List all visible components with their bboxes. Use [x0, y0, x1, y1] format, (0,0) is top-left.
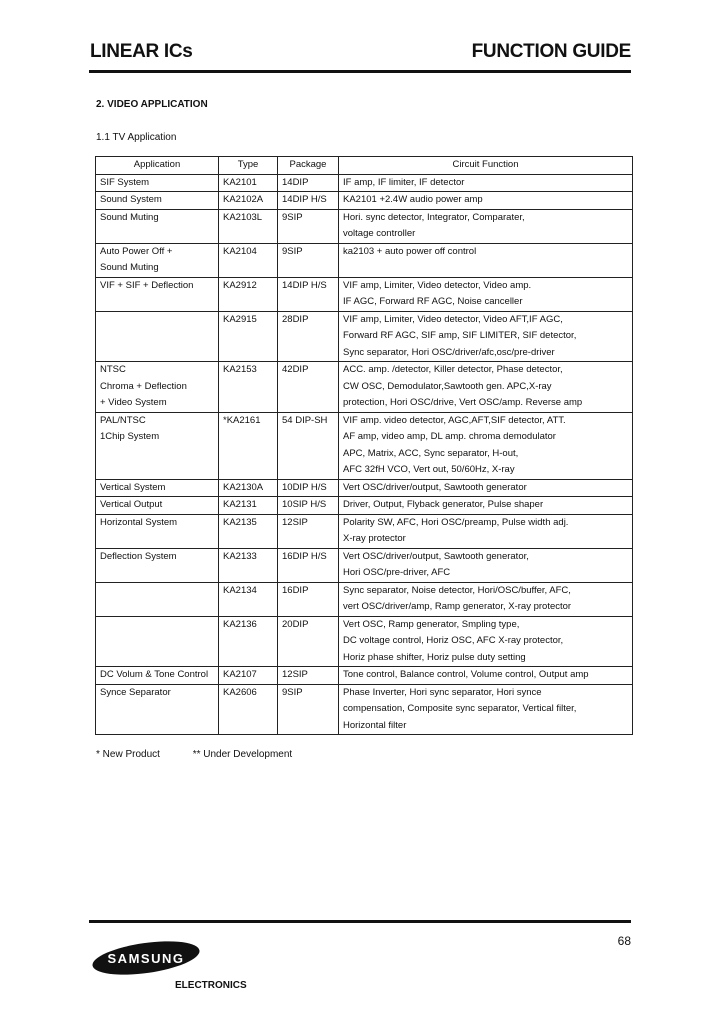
table-row: [96, 514, 633, 548]
cell-circuit-function-line: VIF amp. video detector, AGC,AFT,SIF detector, ATT.: [343, 414, 566, 426]
cell-circuit-function-line: Hori. sync detector, Integrator, Comparater,: [343, 211, 525, 223]
cell-circuit-function-line: Vert OSC/driver/output, Sawtooth generator,: [343, 550, 529, 562]
footer-rule: [89, 920, 631, 923]
cell-circuit-function-line: Polarity SW, AFC, Hori OSC/preamp, Pulse width adj.: [343, 516, 569, 528]
cell-application-line: Vertical System: [100, 481, 166, 493]
column-header-circuit-function: Circuit Function: [339, 157, 633, 175]
cell-application: [96, 412, 219, 479]
cell-circuit-function-line: VIF amp, Limiter, Video detector, Video AFT,IF AGC,: [343, 313, 563, 325]
cell-circuit-function: [339, 209, 633, 243]
cell-type: KA2915: [219, 311, 278, 362]
cell-circuit-function: [339, 412, 633, 479]
cell-circuit-function-line: Phase Inverter, Hori sync separator, Hori synce: [343, 686, 542, 698]
footnotes: [96, 749, 322, 760]
cell-type: KA2133: [219, 548, 278, 582]
cell-application-line: Sound Muting: [100, 211, 159, 223]
cell-circuit-function-line: Hori OSC/pre-driver, AFC: [343, 567, 451, 578]
cell-application: [96, 582, 219, 616]
cell-package: 10DIP H/S: [278, 479, 339, 497]
logo-brand-text: SAMSUNG: [107, 951, 185, 966]
cell-package: 14DIP H/S: [278, 277, 339, 311]
cell-circuit-function: [339, 514, 633, 548]
cell-type: KA2134: [219, 582, 278, 616]
note-under-development: ** Under Development: [192, 749, 293, 760]
table-row: [96, 362, 633, 413]
cell-package: 28DIP: [278, 311, 339, 362]
cell-circuit-function: [339, 174, 633, 192]
table-row: [96, 311, 633, 362]
cell-package: 42DIP: [278, 362, 339, 413]
table-row: [96, 667, 633, 685]
cell-circuit-function-line: Vert OSC, Ramp generator, Smpling type,: [343, 618, 520, 630]
cell-application: [96, 277, 219, 311]
cell-application-line: Horizontal System: [100, 516, 178, 528]
header-right-title: FUNCTION GUIDE: [471, 41, 631, 62]
cell-circuit-function-line: voltage controller: [343, 228, 416, 239]
page-number: 68: [617, 934, 631, 948]
cell-application: [96, 684, 219, 735]
cell-type: KA2130A: [219, 479, 278, 497]
cell-package: 54 DIP-SH: [278, 412, 339, 479]
cell-circuit-function-line: Sync separator, Noise detector, Hori/OSC/buffer, AFC,: [343, 584, 571, 596]
table-row: [96, 243, 633, 277]
cell-circuit-function-line: Forward RF AGC, SIF amp, SIF LIMITER, SIF detector,: [343, 330, 577, 341]
column-header-type: Type: [219, 157, 278, 175]
cell-application-line: SIF System: [100, 176, 150, 188]
cell-application: [96, 311, 219, 362]
cell-circuit-function-line: IF amp, IF limiter, IF detector: [343, 176, 465, 188]
function-guide-table: [95, 156, 633, 735]
cell-circuit-function-line: X-ray protector: [343, 533, 406, 544]
cell-type: KA2101: [219, 174, 278, 192]
header-rule: [89, 70, 631, 73]
cell-circuit-function: [339, 616, 633, 667]
cell-type: KA2102A: [219, 192, 278, 210]
cell-circuit-function-line: AF amp, video amp, DL amp. chroma demodulator: [343, 431, 556, 442]
table-row: [96, 174, 633, 192]
table-row: [96, 192, 633, 210]
cell-application-line: NTSC: [100, 364, 126, 375]
cell-application: [96, 497, 219, 515]
cell-circuit-function-line: Sync separator, Hori OSC/driver/afc,osc/pre-driver: [343, 346, 555, 358]
note-new-product: * New Product: [96, 749, 160, 760]
cell-application-line: VIF + SIF + Deflection: [100, 279, 194, 291]
cell-type: KA2103L: [219, 209, 278, 243]
table-row: [96, 684, 633, 735]
cell-application: [96, 514, 219, 548]
cell-type: KA2131: [219, 497, 278, 515]
cell-circuit-function-line: Horizontal filter: [343, 719, 407, 731]
section-title: 2. VIDEO APPLICATION: [96, 99, 208, 110]
cell-circuit-function: [339, 582, 633, 616]
cell-circuit-function: [339, 479, 633, 497]
cell-circuit-function: [339, 243, 633, 277]
cell-circuit-function-line: ka2103 + auto power off control: [343, 245, 477, 257]
cell-application-line: Sound Muting: [100, 262, 159, 273]
cell-application: [96, 479, 219, 497]
cell-application: [96, 174, 219, 192]
cell-application-line: Auto Power Off +: [100, 245, 173, 257]
cell-package: 16DIP H/S: [278, 548, 339, 582]
cell-application-line: Deflection System: [100, 550, 177, 562]
cell-circuit-function-line: KA2101 +2.4W audio power amp: [343, 194, 483, 205]
cell-application-line: 1Chip System: [100, 431, 160, 442]
cell-type: KA2912: [219, 277, 278, 311]
table-row: [96, 277, 633, 311]
cell-circuit-function: [339, 362, 633, 413]
cell-type: KA2153: [219, 362, 278, 413]
cell-package: 14DIP H/S: [278, 192, 339, 210]
cell-application-line: Chroma + Deflection: [100, 380, 187, 392]
cell-type: KA2107: [219, 667, 278, 685]
cell-circuit-function-line: Vert OSC/driver/output, Sawtooth generator: [343, 481, 527, 493]
cell-circuit-function: [339, 192, 633, 210]
cell-application-line: Vertical Output: [100, 499, 163, 510]
cell-package: 20DIP: [278, 616, 339, 667]
cell-package: 9SIP: [278, 209, 339, 243]
cell-circuit-function-line: Tone control, Balance control, Volume control, Output amp: [343, 669, 589, 680]
cell-application: [96, 616, 219, 667]
cell-circuit-function: [339, 667, 633, 685]
cell-type: KA2606: [219, 684, 278, 735]
cell-type: KA2104: [219, 243, 278, 277]
cell-circuit-function: [339, 311, 633, 362]
table-row: [96, 412, 633, 479]
samsung-logo: [91, 940, 201, 976]
header-left-title: LINEAR ICs: [90, 41, 193, 62]
cell-circuit-function-line: ACC. amp. /detector, Killer detector, Phase detector,: [343, 364, 563, 375]
cell-circuit-function-line: AFC 32fH VCO, Vert out, 50/60Hz, X-ray: [343, 464, 515, 475]
column-header-package: Package: [278, 157, 339, 175]
cell-package: 12SIP: [278, 514, 339, 548]
cell-application: [96, 362, 219, 413]
table-row: [96, 497, 633, 515]
table-row: [96, 479, 633, 497]
cell-application-line: + Video System: [100, 397, 167, 408]
cell-package: 16DIP: [278, 582, 339, 616]
cell-type: KA2135: [219, 514, 278, 548]
cell-package: 14DIP: [278, 174, 339, 192]
table-header-row: [96, 157, 633, 175]
table-row: [96, 209, 633, 243]
cell-circuit-function-line: vert OSC/driver/amp, Ramp generator, X-ray protector: [343, 601, 572, 612]
cell-circuit-function-line: protection, Hori OSC/drive, Vert OSC/amp. Reverse amp: [343, 397, 583, 408]
cell-application: [96, 548, 219, 582]
cell-application: [96, 243, 219, 277]
cell-application-line: Sound System: [100, 194, 162, 205]
cell-circuit-function: [339, 684, 633, 735]
cell-circuit-function-line: CW OSC, Demodulator,Sawtooth gen. APC,X-ray: [343, 380, 552, 392]
cell-application: [96, 667, 219, 685]
table-row: [96, 616, 633, 667]
cell-circuit-function-line: Horiz phase shifter, Horiz pulse duty setting: [343, 651, 526, 663]
cell-application: [96, 209, 219, 243]
table-row: [96, 582, 633, 616]
cell-application-line: Synce Separator: [100, 686, 171, 698]
cell-package: 12SIP: [278, 667, 339, 685]
cell-package: 9SIP: [278, 243, 339, 277]
cell-circuit-function-line: VIF amp, Limiter, Video detector, Video amp.: [343, 279, 532, 291]
cell-circuit-function-line: Driver, Output, Flyback generator, Pulse shaper: [343, 499, 544, 510]
cell-circuit-function: [339, 497, 633, 515]
cell-circuit-function-line: DC voltage control, Horiz OSC, AFC X-ray protector,: [343, 635, 564, 646]
cell-type: *KA2161: [219, 412, 278, 479]
cell-package: 9SIP: [278, 684, 339, 735]
cell-application-line: PAL/NTSC: [100, 414, 146, 426]
column-header-application: Application: [96, 157, 219, 175]
cell-circuit-function-line: IF AGC, Forward RF AGC, Noise canceller: [343, 296, 523, 307]
cell-circuit-function: [339, 277, 633, 311]
cell-application: [96, 192, 219, 210]
cell-type: KA2136: [219, 616, 278, 667]
cell-circuit-function-line: APC, Matrix, ACC, Sync separator, H-out,: [343, 447, 519, 459]
cell-circuit-function: [339, 548, 633, 582]
table-row: [96, 548, 633, 582]
table-body: [96, 174, 633, 735]
cell-circuit-function-line: compensation, Composite sync separator, Vertical filter,: [343, 703, 577, 714]
cell-package: 10SIP H/S: [278, 497, 339, 515]
electronics-label: ELECTRONICS: [175, 980, 247, 991]
subsection-title: 1.1 TV Application: [96, 132, 177, 143]
cell-application-line: DC Volum & Tone Control: [100, 669, 209, 680]
